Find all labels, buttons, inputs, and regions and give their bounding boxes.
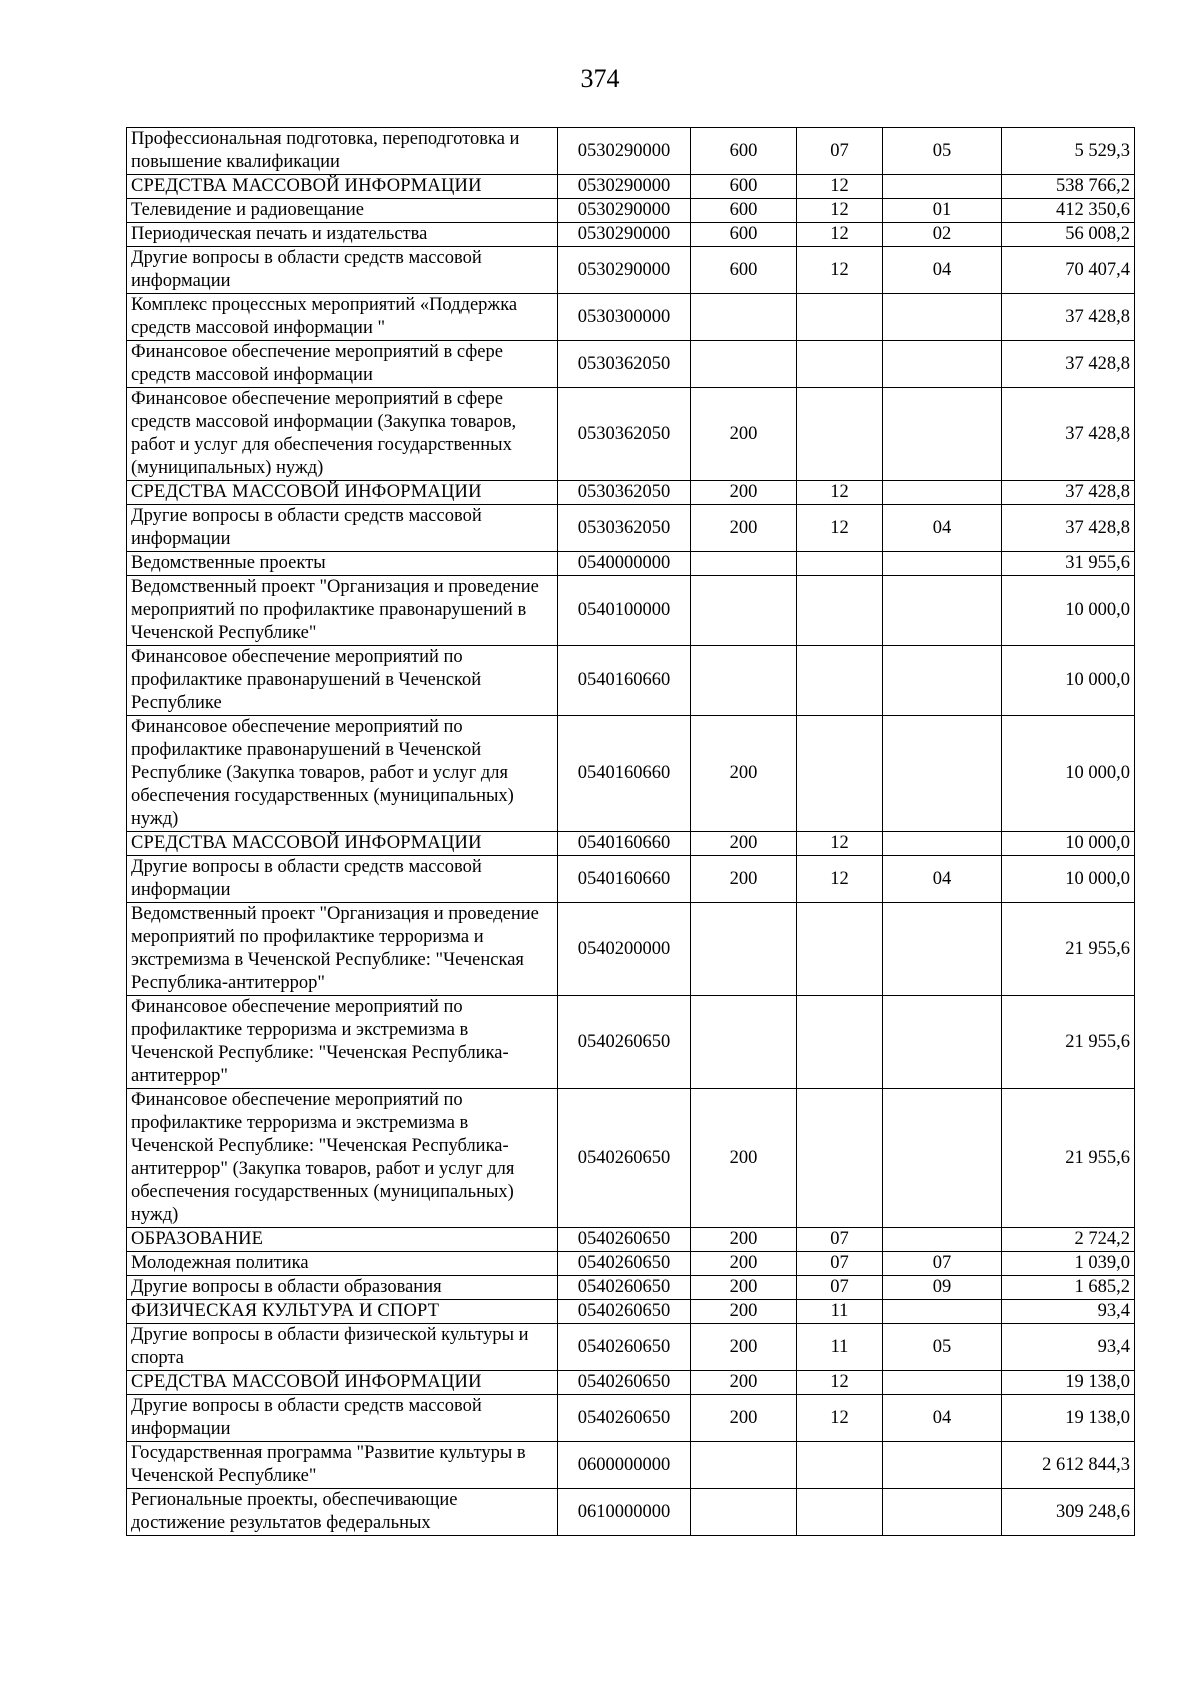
expense-type-code-cell: 200 [691, 1089, 797, 1228]
table-row [127, 1300, 1135, 1324]
target-article-code-cell: 0530290000 [558, 223, 691, 247]
expense-type-code-cell: 200 [691, 1371, 797, 1395]
amount-cell: 10 000,0 [1002, 646, 1135, 716]
table-row [127, 1324, 1135, 1371]
subsection-code-cell: 02 [883, 223, 1002, 247]
subsection-code-cell: 09 [883, 1276, 1002, 1300]
expense-type-code-cell [691, 294, 797, 341]
target-article-code-cell: 0540260650 [558, 1395, 691, 1442]
table-row [127, 1489, 1135, 1536]
row-name-cell: Финансовое обеспечение мероприятий в сфере средств массовой информации (Закупка товаров, работ и услуг для обеспечения государственных (муниципальных) нужд) [127, 388, 558, 481]
expense-type-code-cell [691, 341, 797, 388]
section-code-cell [797, 1089, 883, 1228]
amount-cell: 309 248,6 [1002, 1489, 1135, 1536]
amount-cell: 19 138,0 [1002, 1371, 1135, 1395]
row-name-cell: Профессиональная подготовка, переподготовка и повышение квалификации [127, 128, 558, 175]
row-name-cell: Другие вопросы в области средств массовой информации [127, 1395, 558, 1442]
target-article-code-cell: 0540160660 [558, 716, 691, 832]
row-name-cell: СРЕДСТВА МАССОВОЙ ИНФОРМАЦИИ [127, 481, 558, 505]
table-row [127, 1442, 1135, 1489]
section-code-cell [797, 388, 883, 481]
subsection-code-cell [883, 388, 1002, 481]
amount-cell: 2 724,2 [1002, 1228, 1135, 1252]
amount-cell: 21 955,6 [1002, 996, 1135, 1089]
row-name-cell: СРЕДСТВА МАССОВОЙ ИНФОРМАЦИИ [127, 832, 558, 856]
amount-cell: 37 428,8 [1002, 388, 1135, 481]
table-row [127, 1089, 1135, 1228]
table-row [127, 1395, 1135, 1442]
expense-type-code-cell [691, 646, 797, 716]
target-article-code-cell: 0540160660 [558, 832, 691, 856]
section-code-cell [797, 552, 883, 576]
target-article-code-cell: 0530362050 [558, 341, 691, 388]
table-row [127, 1371, 1135, 1395]
expense-type-code-cell: 200 [691, 1276, 797, 1300]
row-name-cell: Финансовое обеспечение мероприятий по профилактике правонарушений в Чеченской Республике (Закупка товаров, работ и услуг для обеспечения государственных (муниципальных) нужд) [127, 716, 558, 832]
row-name-cell: Другие вопросы в области средств массовой информации [127, 247, 558, 294]
target-article-code-cell: 0540260650 [558, 1371, 691, 1395]
amount-cell: 10 000,0 [1002, 832, 1135, 856]
section-code-cell: 12 [797, 856, 883, 903]
target-article-code-cell: 0530362050 [558, 505, 691, 552]
section-code-cell [797, 646, 883, 716]
table-row [127, 646, 1135, 716]
row-name-cell: ОБРАЗОВАНИЕ [127, 1228, 558, 1252]
section-code-cell [797, 1442, 883, 1489]
table-row [127, 1228, 1135, 1252]
subsection-code-cell [883, 341, 1002, 388]
section-code-cell [797, 903, 883, 996]
table-row [127, 247, 1135, 294]
subsection-code-cell: 04 [883, 1395, 1002, 1442]
subsection-code-cell [883, 1489, 1002, 1536]
subsection-code-cell [883, 175, 1002, 199]
table-row [127, 388, 1135, 481]
table-row [127, 341, 1135, 388]
subsection-code-cell: 05 [883, 1324, 1002, 1371]
table-row [127, 856, 1135, 903]
row-name-cell: Финансовое обеспечение мероприятий по профилактике правонарушений в Чеченской Республике [127, 646, 558, 716]
subsection-code-cell [883, 1371, 1002, 1395]
page-number: 374 [580, 64, 620, 93]
amount-cell: 21 955,6 [1002, 903, 1135, 996]
section-code-cell: 11 [797, 1324, 883, 1371]
section-code-cell [797, 341, 883, 388]
amount-cell: 10 000,0 [1002, 716, 1135, 832]
expense-type-code-cell: 200 [691, 856, 797, 903]
subsection-code-cell: 05 [883, 128, 1002, 175]
section-code-cell: 07 [797, 1228, 883, 1252]
row-name-cell: Финансовое обеспечение мероприятий в сфере средств массовой информации [127, 341, 558, 388]
expense-type-code-cell [691, 996, 797, 1089]
expense-type-code-cell: 200 [691, 481, 797, 505]
target-article-code-cell: 0540200000 [558, 903, 691, 996]
row-name-cell: Другие вопросы в области физической культуры и спорта [127, 1324, 558, 1371]
target-article-code-cell: 0530290000 [558, 247, 691, 294]
section-code-cell: 12 [797, 223, 883, 247]
row-name-cell: Периодическая печать и издательства [127, 223, 558, 247]
table-row [127, 128, 1135, 175]
target-article-code-cell: 0530290000 [558, 199, 691, 223]
section-code-cell [797, 1489, 883, 1536]
amount-cell: 70 407,4 [1002, 247, 1135, 294]
expense-type-code-cell: 200 [691, 1228, 797, 1252]
section-code-cell: 12 [797, 832, 883, 856]
section-code-cell [797, 996, 883, 1089]
target-article-code-cell: 0540260650 [558, 1324, 691, 1371]
subsection-code-cell [883, 903, 1002, 996]
target-article-code-cell: 0530362050 [558, 388, 691, 481]
table-row [127, 199, 1135, 223]
amount-cell: 93,4 [1002, 1300, 1135, 1324]
amount-cell: 93,4 [1002, 1324, 1135, 1371]
subsection-code-cell [883, 1089, 1002, 1228]
amount-cell: 10 000,0 [1002, 576, 1135, 646]
row-name-cell: Другие вопросы в области средств массовой информации [127, 505, 558, 552]
amount-cell: 37 428,8 [1002, 294, 1135, 341]
row-name-cell: СРЕДСТВА МАССОВОЙ ИНФОРМАЦИИ [127, 175, 558, 199]
row-name-cell: Другие вопросы в области средств массовой информации [127, 856, 558, 903]
target-article-code-cell: 0600000000 [558, 1442, 691, 1489]
table-row [127, 223, 1135, 247]
amount-cell: 5 529,3 [1002, 128, 1135, 175]
expense-type-code-cell: 200 [691, 832, 797, 856]
row-name-cell: Финансовое обеспечение мероприятий по профилактике терроризма и экстремизма в Чеченской Республике: "Чеченская Республика-антитеррор" [127, 996, 558, 1089]
amount-cell: 37 428,8 [1002, 505, 1135, 552]
target-article-code-cell: 0540260650 [558, 1276, 691, 1300]
amount-cell: 56 008,2 [1002, 223, 1135, 247]
section-code-cell [797, 716, 883, 832]
section-code-cell: 12 [797, 481, 883, 505]
expense-type-code-cell: 200 [691, 1300, 797, 1324]
table-row [127, 832, 1135, 856]
row-name-cell: Финансовое обеспечение мероприятий по профилактике терроризма и экстремизма в Чеченской Республике: "Чеченская Республика-антитеррор" (Закупка товаров, работ и услуг для обеспечения государственных (муниципальных) нужд) [127, 1089, 558, 1228]
amount-cell: 10 000,0 [1002, 856, 1135, 903]
row-name-cell: СРЕДСТВА МАССОВОЙ ИНФОРМАЦИИ [127, 1371, 558, 1395]
table-row [127, 505, 1135, 552]
section-code-cell: 12 [797, 1395, 883, 1442]
table-row [127, 1276, 1135, 1300]
row-name-cell: Ведомственный проект "Организация и проведение мероприятий по профилактике правонарушений в Чеченской Республике" [127, 576, 558, 646]
target-article-code-cell: 0540260650 [558, 1300, 691, 1324]
row-name-cell: Другие вопросы в области образования [127, 1276, 558, 1300]
subsection-code-cell [883, 1300, 1002, 1324]
subsection-code-cell: 04 [883, 856, 1002, 903]
section-code-cell: 12 [797, 247, 883, 294]
amount-cell: 2 612 844,3 [1002, 1442, 1135, 1489]
subsection-code-cell [883, 294, 1002, 341]
row-name-cell: Государственная программа "Развитие культуры в Чеченской Республике" [127, 1442, 558, 1489]
subsection-code-cell [883, 1228, 1002, 1252]
subsection-code-cell: 01 [883, 199, 1002, 223]
row-name-cell: Молодежная политика [127, 1252, 558, 1276]
table-row [127, 716, 1135, 832]
row-name-cell: Комплекс процессных мероприятий «Поддержка средств массовой информации " [127, 294, 558, 341]
expense-type-code-cell: 200 [691, 1395, 797, 1442]
amount-cell: 37 428,8 [1002, 481, 1135, 505]
amount-cell: 1 039,0 [1002, 1252, 1135, 1276]
amount-cell: 19 138,0 [1002, 1395, 1135, 1442]
target-article-code-cell: 0540260650 [558, 1089, 691, 1228]
table-row [127, 175, 1135, 199]
subsection-code-cell [883, 576, 1002, 646]
expense-type-code-cell: 600 [691, 247, 797, 294]
expense-type-code-cell: 600 [691, 175, 797, 199]
table-row [127, 576, 1135, 646]
section-code-cell [797, 294, 883, 341]
section-code-cell: 07 [797, 1276, 883, 1300]
table-row [127, 481, 1135, 505]
expense-type-code-cell: 200 [691, 1324, 797, 1371]
expense-type-code-cell: 600 [691, 128, 797, 175]
subsection-code-cell: 04 [883, 247, 1002, 294]
target-article-code-cell: 0530290000 [558, 175, 691, 199]
amount-cell: 31 955,6 [1002, 552, 1135, 576]
section-code-cell: 07 [797, 128, 883, 175]
row-name-cell: Ведомственный проект "Организация и проведение мероприятий по профилактике терроризма и экстремизма в Чеченской Республике: "Чеченская Республика-антитеррор" [127, 903, 558, 996]
section-code-cell: 07 [797, 1252, 883, 1276]
expense-type-code-cell [691, 576, 797, 646]
amount-cell: 538 766,2 [1002, 175, 1135, 199]
target-article-code-cell: 0540160660 [558, 646, 691, 716]
amount-cell: 412 350,6 [1002, 199, 1135, 223]
expense-type-code-cell: 600 [691, 223, 797, 247]
subsection-code-cell [883, 481, 1002, 505]
section-code-cell: 12 [797, 1371, 883, 1395]
amount-cell: 37 428,8 [1002, 341, 1135, 388]
subsection-code-cell: 04 [883, 505, 1002, 552]
expense-type-code-cell [691, 552, 797, 576]
target-article-code-cell: 0540160660 [558, 856, 691, 903]
expense-type-code-cell: 200 [691, 1252, 797, 1276]
target-article-code-cell: 0540100000 [558, 576, 691, 646]
table-row [127, 996, 1135, 1089]
amount-cell: 1 685,2 [1002, 1276, 1135, 1300]
expense-type-code-cell: 200 [691, 388, 797, 481]
subsection-code-cell [883, 552, 1002, 576]
subsection-code-cell [883, 996, 1002, 1089]
table-row [127, 1252, 1135, 1276]
table-row [127, 903, 1135, 996]
table-body [127, 128, 1135, 1536]
table-row [127, 552, 1135, 576]
section-code-cell: 11 [797, 1300, 883, 1324]
expense-type-code-cell: 200 [691, 505, 797, 552]
subsection-code-cell [883, 716, 1002, 832]
target-article-code-cell: 0540000000 [558, 552, 691, 576]
subsection-code-cell [883, 1442, 1002, 1489]
subsection-code-cell [883, 646, 1002, 716]
target-article-code-cell: 0530290000 [558, 128, 691, 175]
target-article-code-cell: 0530300000 [558, 294, 691, 341]
section-code-cell: 12 [797, 199, 883, 223]
target-article-code-cell: 0610000000 [558, 1489, 691, 1536]
section-code-cell: 12 [797, 505, 883, 552]
subsection-code-cell: 07 [883, 1252, 1002, 1276]
section-code-cell [797, 576, 883, 646]
row-name-cell: Ведомственные проекты [127, 552, 558, 576]
target-article-code-cell: 0540260650 [558, 1228, 691, 1252]
expense-type-code-cell [691, 1489, 797, 1536]
amount-cell: 21 955,6 [1002, 1089, 1135, 1228]
target-article-code-cell: 0530362050 [558, 481, 691, 505]
budget-table [126, 127, 1135, 1536]
expense-type-code-cell: 200 [691, 716, 797, 832]
row-name-cell: Телевидение и радиовещание [127, 199, 558, 223]
target-article-code-cell: 0540260650 [558, 1252, 691, 1276]
expense-type-code-cell: 600 [691, 199, 797, 223]
target-article-code-cell: 0540260650 [558, 996, 691, 1089]
table-row [127, 294, 1135, 341]
row-name-cell: ФИЗИЧЕСКАЯ КУЛЬТУРА И СПОРТ [127, 1300, 558, 1324]
expense-type-code-cell [691, 1442, 797, 1489]
expense-type-code-cell [691, 903, 797, 996]
section-code-cell: 12 [797, 175, 883, 199]
subsection-code-cell [883, 832, 1002, 856]
row-name-cell: Региональные проекты, обеспечивающие достижение результатов федеральных [127, 1489, 558, 1536]
